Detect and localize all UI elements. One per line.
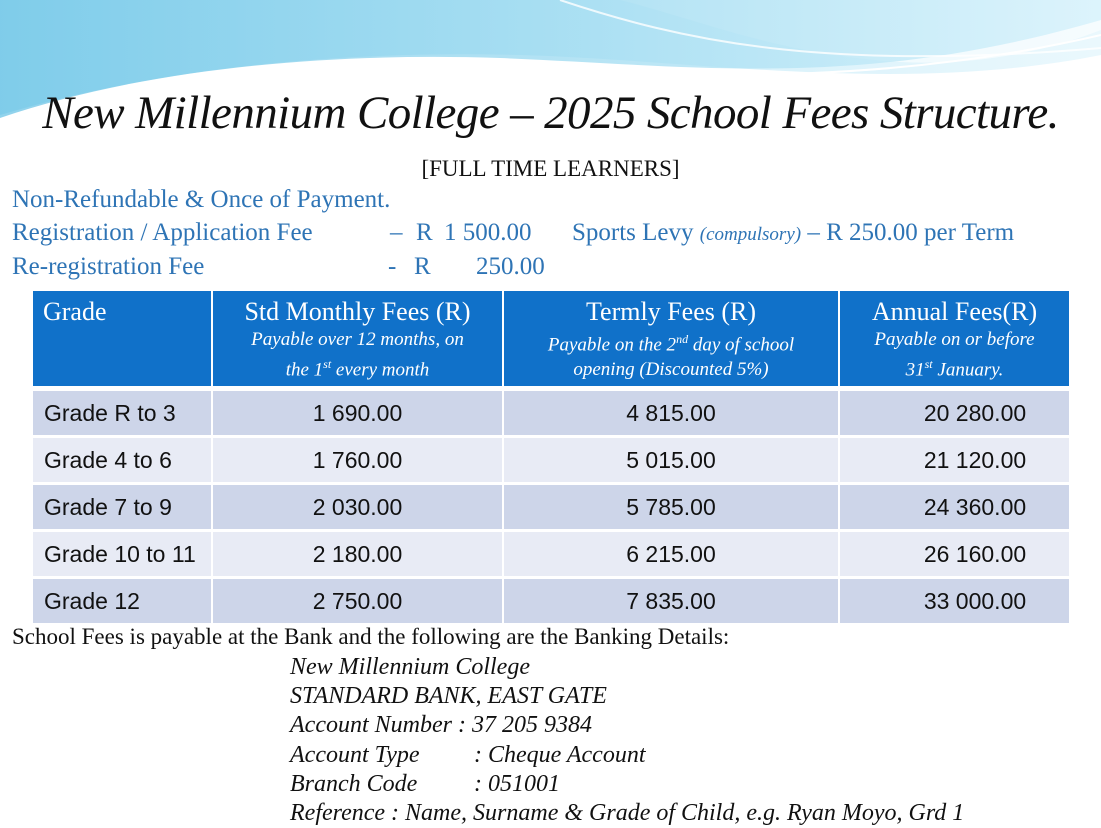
header-termly-note (508, 327, 834, 382)
reregistration-fee-currency: R (414, 253, 431, 280)
account-type-label: Account Type (290, 741, 420, 768)
monthly-fee-cell: 1 760.00 (213, 435, 504, 482)
header-annual-note-sup: st (924, 357, 933, 371)
header-grade (33, 291, 213, 386)
header-termly-note-line1: Payable on the 2 (547, 334, 677, 356)
grade-cell: Grade 12 (33, 576, 213, 623)
header-termly-title: Termly Fees (R) (585, 297, 757, 326)
header-termly-note-sup: nd (676, 332, 689, 346)
sports-levy (572, 219, 1014, 247)
header-monthly-note (217, 327, 498, 382)
header-monthly-note-line2: the 1 (285, 359, 324, 381)
header-annual-title: Annual Fees(R) (871, 297, 1038, 326)
banking-details (290, 653, 964, 828)
table-row (33, 482, 1069, 529)
monthly-fee-cell: 2 750.00 (213, 576, 504, 623)
grade-cell: Grade 4 to 6 (33, 435, 213, 482)
header-termly-note-line1-end: day of school (688, 334, 795, 356)
header-termly (504, 291, 840, 386)
page-subtitle: [FULL TIME LEARNERS] (421, 156, 680, 181)
annual-fee-cell: 26 160.00 (840, 529, 1069, 576)
reregistration-fee-dash: - (388, 253, 397, 280)
registration-fee-amount: 1 500.00 (444, 219, 532, 246)
header-annual (840, 291, 1069, 386)
termly-fee-cell: 5 015.00 (504, 435, 840, 482)
monthly-fee-cell: 2 030.00 (213, 482, 504, 529)
banking-intro: School Fees is payable at the Bank and the following are the Banking Details: (12, 624, 730, 649)
table-row (33, 386, 1069, 435)
fees-table-header-row (33, 291, 1069, 386)
table-row (33, 529, 1069, 576)
grade-cell: Grade 10 to 11 (33, 529, 213, 576)
header-monthly-note-sup: st (323, 357, 332, 371)
sports-levy-amount: – R 250.00 per Term (807, 219, 1015, 246)
header-annual-note-line2: 31 (905, 359, 925, 381)
header-annual-note-line1: Payable on or before (874, 329, 1035, 350)
branch-code-value: : 051001 (474, 770, 560, 797)
bank-reference: Reference : Name, Surname & Grade of Child, e.g. Ryan Moyo, Grd 1 (290, 800, 965, 827)
bank-account-type-row (290, 741, 964, 770)
grade-cell: Grade R to 3 (33, 386, 213, 435)
header-annual-note (844, 327, 1065, 382)
branch-code-label: Branch Code (290, 770, 418, 797)
annual-fee-cell: 33 000.00 (840, 576, 1069, 623)
annual-fee-cell: 24 360.00 (840, 482, 1069, 529)
header-monthly (213, 291, 504, 386)
header-termly-note-line2: opening (Discounted 5%) (573, 359, 769, 381)
termly-fee-cell: 4 815.00 (504, 386, 840, 435)
registration-fee-label: Registration / Application Fee (12, 219, 313, 246)
account-type-value: : Cheque Account (474, 741, 646, 768)
termly-fee-cell: 6 215.00 (504, 529, 840, 576)
account-number-label: Account Number : (290, 712, 466, 739)
annual-fee-cell: 20 280.00 (840, 386, 1069, 435)
table-row (33, 576, 1069, 623)
termly-fee-cell: 7 835.00 (504, 576, 840, 623)
reregistration-fee-label: Re-registration Fee (12, 253, 205, 280)
registration-fee-dash: – (390, 219, 403, 246)
annual-fee-cell: 21 120.00 (840, 435, 1069, 482)
monthly-fee-cell: 1 690.00 (213, 386, 504, 435)
header-monthly-note-line2-end: every month (331, 359, 430, 381)
monthly-fee-cell: 2 180.00 (213, 529, 504, 576)
header-grade-title: Grade (43, 297, 107, 326)
header-annual-note-line2-end: January. (932, 359, 1004, 381)
bank-account-number-row (290, 711, 964, 740)
once-off-heading: Non-Refundable & Once of Payment. (12, 186, 391, 213)
header-monthly-title: Std Monthly Fees (R) (244, 297, 471, 326)
account-number-value: 37 205 9384 (471, 712, 592, 739)
sports-levy-note: (compulsory) (699, 224, 802, 245)
sports-levy-label: Sports Levy (572, 219, 694, 246)
page-title: New Millennium College – 2025 School Fees Structure. (42, 87, 1059, 139)
fees-table (33, 291, 1069, 623)
registration-fee-currency: R (416, 219, 433, 246)
table-row (33, 435, 1069, 482)
reregistration-fee-amount: 250.00 (476, 253, 545, 280)
header-monthly-note-line1: Payable over 12 months, on (251, 329, 464, 350)
bank-account-name: New Millennium College (290, 654, 530, 680)
bank-name: STANDARD BANK, EAST GATE (290, 683, 607, 710)
termly-fee-cell: 5 785.00 (504, 482, 840, 529)
grade-cell: Grade 7 to 9 (33, 482, 213, 529)
bank-branch-code-row (290, 770, 964, 799)
